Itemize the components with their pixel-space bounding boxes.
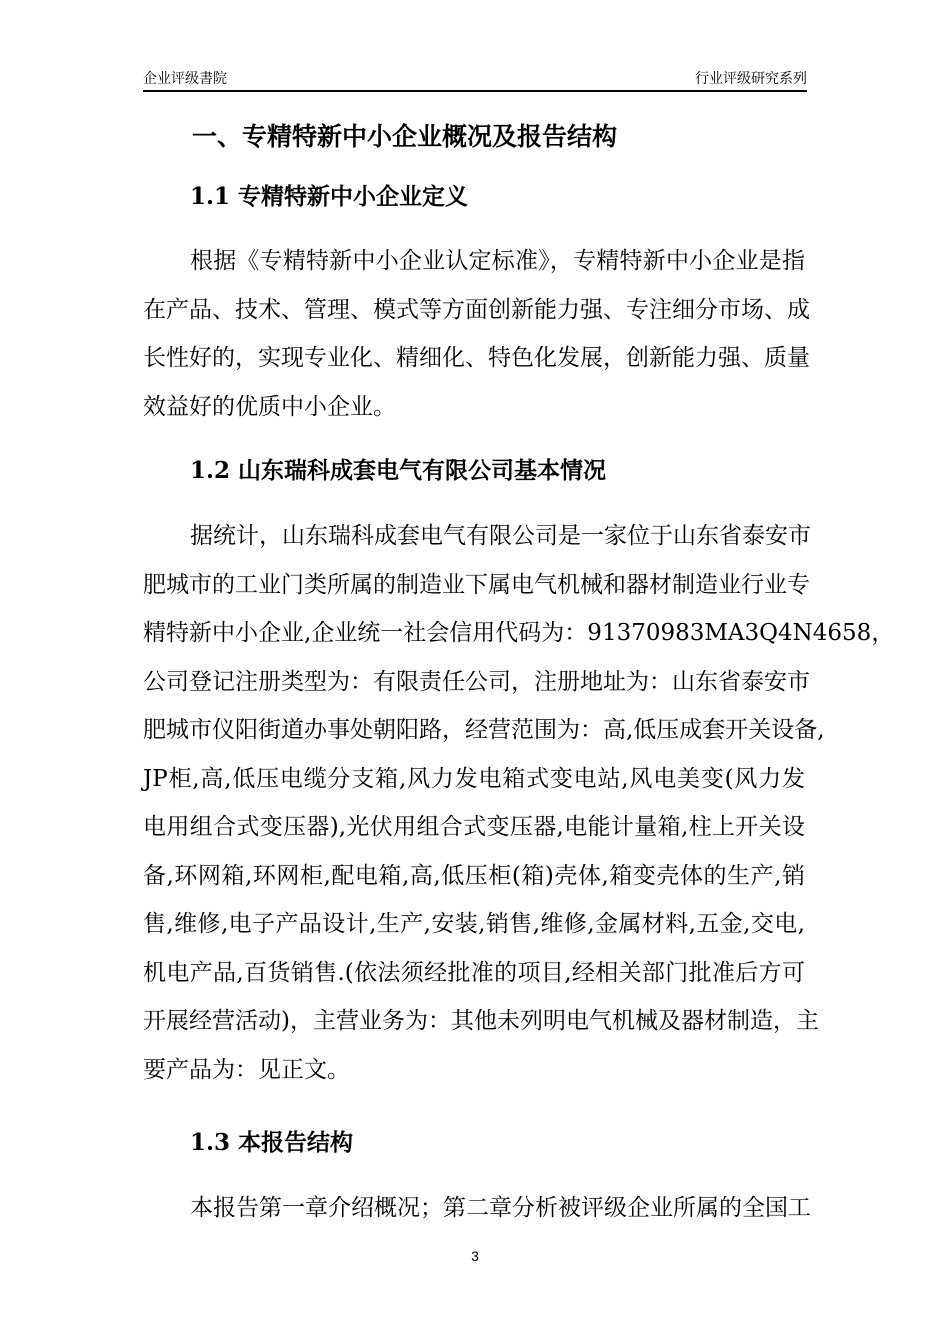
- paragraph-line: 据统计，山东瑞科成套电气有限公司是一家位于山东省泰安市: [190, 523, 811, 549]
- page-number: 3: [471, 1248, 479, 1264]
- paragraph-line: 在产品、技术、管理、模式等方面创新能力强、专注细分市场、成: [143, 296, 810, 323]
- paragraph-line: 公司登记注册类型为：有限责任公司，注册地址为：山东省泰安市: [143, 668, 810, 695]
- header-left-title: 企业评级書院: [143, 70, 227, 86]
- paragraph-line: 电用组合式变压器),光伏用组合式变压器,电能计量箱,柱上开关设: [143, 814, 805, 840]
- paragraph-line: 本报告第一章介绍概况；第二章分析被评级企业所属的全国工: [190, 1195, 811, 1221]
- paragraph-line: 根据《专精特新中小企业认定标准》，专精特新中小企业是指: [190, 248, 805, 274]
- paragraph-line: 长性好的，实现专业化、精细化、特色化发展，创新能力强、质量: [143, 345, 810, 371]
- paragraph-line: 肥城市的工业门类所属的制造业下属电气机械和器材制造业行业专: [143, 571, 810, 598]
- paragraph-line: JP柜,高,低压电缆分支箱,风力发电箱式变电站,风电美变(风力发: [143, 765, 805, 792]
- chapter-heading: 一、专精特新中小企业概况及报告结构: [192, 122, 618, 151]
- paragraph-line: 精特新中小企业,企业统一社会信用代码为：91370983MA3Q4N4658，: [143, 620, 895, 646]
- paragraph-line: 开展经营活动)，主营业务为：其他未列明电气机械及器材制造，主: [143, 1008, 819, 1034]
- paragraph-line: 肥城市仪阳街道办事处朝阳路，经营范围为：高,低压成套开关设备,: [143, 717, 825, 743]
- section-heading-1-3: 1.3 本报告结构: [190, 1129, 354, 1156]
- paragraph-line: 要产品为：见正文。: [143, 1056, 350, 1083]
- paragraph-line: 售,维修,电子产品设计,生产,安装,销售,维修,金属材料,五金,交电,: [143, 911, 805, 937]
- header-right-title: 行业评级研究系列: [695, 70, 807, 86]
- paragraph-line: 机电产品,百货销售.(依法须经批准的项目,经相关部门批准后方可: [143, 959, 805, 986]
- paragraph-line: 备,环网箱,环网柜,配电箱,高,低压柜(箱)壳体,箱变壳体的生产,销: [143, 862, 805, 889]
- section-heading-1-2: 1.2 山东瑞科成套电气有限公司基本情况: [190, 457, 607, 484]
- section-heading-1-1: 1.1 专精特新中小企业定义: [190, 183, 469, 210]
- paragraph-line: 效益好的优质中小企业。: [143, 393, 396, 420]
- header-divider: [143, 90, 807, 92]
